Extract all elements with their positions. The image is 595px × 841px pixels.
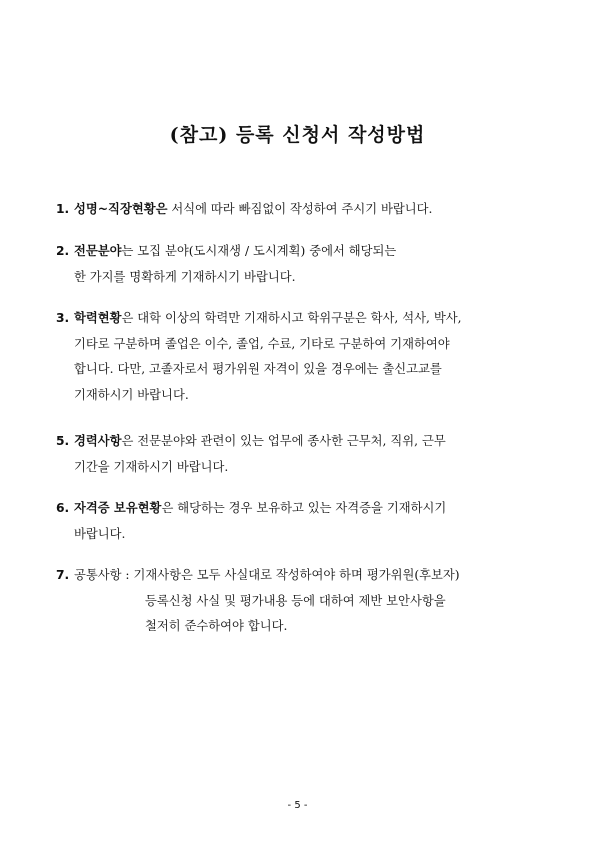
list-item <box>56 239 546 290</box>
page-title: (참고) 등록 신청서 작성방법 <box>169 124 426 146</box>
item-key: 자격증 보유현황 <box>74 501 162 515</box>
item-text: 기재하시기 바랍니다. <box>74 387 189 402</box>
item-text: 철저히 준수하여야 합니다. <box>145 619 288 633</box>
item-text: 기간을 기재하시기 바랍니다. <box>74 459 229 474</box>
list-item <box>56 306 546 408</box>
item-key: 공통사항 : <box>74 568 130 582</box>
item-text: 은 해당하는 경우 보유하고 있는 자격증을 기재하시기 <box>161 501 447 515</box>
item-text: 기재사항은 모두 사실대로 작성하여야 하며 평가위원(후보자) <box>129 568 460 582</box>
item-text: 은 전문분야와 관련이 있는 업무에 종사한 근무처, 직위, 근무 <box>121 434 446 448</box>
item-key: 경력사항 <box>74 434 122 448</box>
item-number: 5. <box>56 434 70 448</box>
item-text: 한 가지를 명확하게 기재하시기 바랍니다. <box>74 269 296 284</box>
list-item <box>56 496 546 547</box>
item-key: 성명~직장현황은 <box>74 202 168 216</box>
item-number: 1. <box>56 202 70 216</box>
page-number: - 5 - <box>287 800 308 811</box>
item-text: 기타로 구분하며 졸업은 이수, 졸업, 수료, 기타로 구분하여 기재하여야 <box>74 336 450 351</box>
item-number: 7. <box>56 568 70 582</box>
item-key: 학력현황 <box>74 311 122 325</box>
item-text: 은 대학 이상의 학력만 기재하시고 학위구분은 학사, 석사, 박사, <box>121 311 462 325</box>
item-text: 합니다. 다만, 고졸자로서 평가위원 자격이 있을 경우에는 출신고교를 <box>74 362 442 376</box>
item-key: 전문분야 <box>74 244 122 258</box>
item-text: 는 모집 분야(도시재생 / 도시계획) 중에서 해당되는 <box>121 244 397 258</box>
list-item <box>56 563 546 640</box>
item-text: 등록신청 사실 및 평가내용 등에 대하여 제반 보안사항을 <box>145 593 446 608</box>
item-number: 3. <box>56 311 70 325</box>
item-text: 바랍니다. <box>74 526 126 541</box>
item-text: 서식에 따라 빠짐없이 작성하여 주시기 바랍니다. <box>167 202 433 216</box>
item-number: 6. <box>56 501 70 515</box>
list-item <box>56 429 546 480</box>
item-number: 2. <box>56 244 70 258</box>
list-item <box>56 197 546 223</box>
